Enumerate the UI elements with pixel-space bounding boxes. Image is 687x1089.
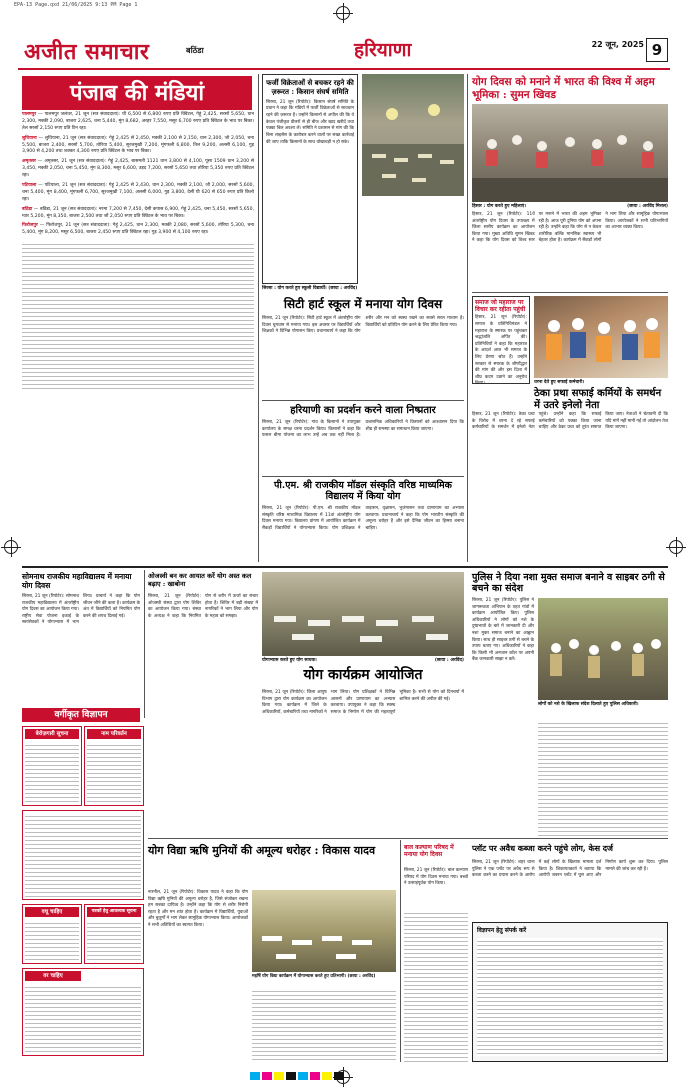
mandi-title: पंजाब की मंडियां xyxy=(22,76,252,110)
yoga-crowd-image xyxy=(472,104,668,202)
color-swatch xyxy=(250,1072,260,1080)
classified-text xyxy=(87,920,141,962)
column-divider xyxy=(258,74,259,562)
story-body: सिरसा, 21 जून (रिपोर्टर): बाल कल्याण परिषद में योग दिवस मनाया गया। बच्चों ने उत्साहपूर्वक योग किया। xyxy=(404,868,468,887)
photo-caption: योगाभ्यास करते हुए योग साधक। xyxy=(262,658,382,664)
ad-body xyxy=(477,938,663,1056)
story-headline: योग कार्यक्रम आयोजित xyxy=(303,667,423,683)
registration-mark xyxy=(336,6,350,20)
ad-text: विज्ञापन हेतु संपर्क करें xyxy=(477,927,527,934)
story-body: सिरसा, 21 जून (रिपोर्टर): सिटी हार्ट स्कूल में अंतर्राष्ट्रीय योग दिवस धूमधाम से मनाया गया। इस अवसर पर विद्यार्थियों और शिक्षकों ने विभिन्न योगासन किए। प्रधानाचार्य ने कहा कि योग शरीर और मन को स्वस्थ रखने का सबसे सरल माध्यम है। विद्यार्थियों को प्रतिदिन योग करने के लिए प्रेरित किया गया। xyxy=(262,316,464,335)
classified-tag: पत्रकों हेतु आवश्यक सूचना xyxy=(87,907,141,917)
classified-text xyxy=(25,920,79,962)
color-swatch xyxy=(310,1072,320,1080)
classified-name-change xyxy=(84,726,144,806)
photo-credit: (छाया : अरविंद मित्तल) xyxy=(600,204,668,210)
photo-caption: धरना देते हुए सफाई कर्मचारी। xyxy=(534,380,668,386)
classified-tag: वधू चाहिए xyxy=(25,907,79,917)
classified-announce xyxy=(84,904,144,964)
classified-text xyxy=(25,813,141,897)
section-divider xyxy=(22,566,668,568)
police-awareness-photo xyxy=(538,598,668,700)
story-headline: बाल कल्याण परिषद में मनाया योग दिवस xyxy=(404,844,454,859)
mandi-text: फिरोजपुर, 21 जून (सत्र संवाददाता): गेहूं 2,425, धान 2,300, मक्की 2,080, सरसों 5,600, तोरिया 5,300, चना 5,400, मूंग 8,200, मसूर 6,500, बाजरा 2,450 रुपए प्रति क्विंटल रहा। गुड़ 3,900 से 4,100 रुपए रहा। xyxy=(22,223,254,236)
section-title: हरियाणा xyxy=(354,39,412,61)
story-divider xyxy=(148,838,668,839)
vikas-yoga-photo xyxy=(252,890,396,972)
mandi-lead: फिरोजपुर xyxy=(22,223,38,229)
story-divider xyxy=(262,476,464,477)
color-swatch xyxy=(322,1072,332,1080)
story-body: नारनौल, 21 जून (रिपोर्टर): विकास यादव ने कहा कि योग विद्या ऋषि मुनियों की अमूल्य धरोहर है, जिसे संजोकर रखना हम सबका दायित्व है। उन्होंने कहा कि योग से शरीर निरोगी रहता है और मन शांत होता है। कार्यक्रम में विद्यार्थियों, युवाओं और बुजुर्गों ने भाग लेकर सामूहिक योगाभ्यास किया। आयोजकों ने सभी अतिथियों का स्वागत किया। xyxy=(148,890,248,929)
yoga-photo xyxy=(362,74,464,196)
photo-caption: लोगों को नशे के खिलाफ संदेश दिलाते हुए पुलिस अधिकारी। xyxy=(538,702,668,708)
mandi-text: अमृतसर, 21 जून (सत्र संवाददाता): गेहूं 2,425, बासमती 1121 धान 3,800 से 4,100, पूसा 1509 धान 3,200 से 3,450, मक्की 2,050, चना 5,450, मूंग 8,300, मसूर 6,600, उड़द 7,200, सरसों 5,650 तथा तोरिया 5,350 रुपए प्रति क्विंटल रहा। xyxy=(22,159,254,179)
page-number: 9 xyxy=(646,38,668,62)
protest-image xyxy=(534,296,668,378)
story-headline: सिटी हार्ट स्कूल में मनाया योग दिवस xyxy=(283,297,443,311)
classified-tag: बेरोज़गारी सूचना xyxy=(25,729,79,739)
story-body: सिरसा, 21 जून (रिपोर्टर): पुलिस ने जागरूकता अभियान के तहत गांवों में कार्यक्रम आयोजित किए। पुलिस अधिकारियों ने लोगों को नशे के दुष्प्रभावों के बारे में जानकारी दी और नशा मुक्त समाज बनाने का आह्वान किया। साथ ही साइबर ठगी से बचने के उपाय बताए गए। अधिकारियों ने कहा कि किसी भी अनजान कॉल पर अपनी बैंक जानकारी साझा न करें। xyxy=(472,598,534,663)
color-swatch xyxy=(286,1072,296,1080)
mandi-lead: लुधियाना xyxy=(22,135,37,141)
photo-caption: सिरसा : योग करते हुए स्कूली विद्यार्थी। (छाया : अरविंद) xyxy=(262,286,462,292)
story-headline: ठेका प्रथा सफाई कर्मियों के समर्थन में उतरे इनेलो नेता xyxy=(534,388,662,411)
photo-credit: (छाया : अरविंद) xyxy=(400,658,464,664)
safai-workers-photo xyxy=(534,296,668,378)
story-body: हिसार, 21 जून (रिपोर्टर): ठेका प्रथा के विरोध में धरना दे रहे सफाई कर्मचारियों के समर्थन में इनेलो नेता पहुंचे। उन्होंने कहा कि सफाई कर्मचारियों को पक्का किया जाना चाहिए और ठेका प्रथा को तुरंत समाप्त किया जाए। नेताओं ने चेतावनी दी कि यदि मांगें नहीं मानी गईं तो आंदोलन तेज किया जाएगा। xyxy=(472,412,668,431)
newspaper-brand: अजीत समाचार xyxy=(24,39,150,65)
yoga-session-image xyxy=(252,890,396,972)
classified-tag: नाम परिवर्तन xyxy=(87,729,141,739)
column-divider xyxy=(467,74,468,562)
yoga-karyakram-photo xyxy=(262,572,464,656)
mandi-text: पालमपुर जलंधर, 21 जून (सत्र संवाददाता): घी 6,500 से 6,800 रुपए प्रति क्विंटल, गेहूं 2,425, सरसों 5,650, धान 2,300, मक्की 2,090, बाजरा 2,625, चना 5,440, मूंग 8,682, अरहर 7,550, मसूर 6,700 रुपए प्रति क्विंटल के भाव पर बिका। तेल सरसों 2,150 रुपए प्रति टिन रहा। xyxy=(22,112,255,131)
story-divider xyxy=(472,292,668,293)
story-headline: योग विद्या ऋषि मुनियों की अमूल्य धरोहर : विकास यादव xyxy=(148,844,376,857)
story-body: सिरसा, 21 जून (रिपोर्टर): किसान संघर्ष समिति के प्रधान ने कहा कि मंडियों में फर्जी विक्रेताओं से सावधान रहने की ज़रूरत है। उन्होंने किसानों से अपील की कि वे केवल पंजीकृत डीलरों से ही बीज और खाद खरीदें तथा पक्का बिल अवश्य लें। समिति ने प्रशासन से मांग की कि बिना लाइसेंस के कारोबार करने वालों पर सख्त कार्रवाई की जाए ताकि किसानों के साथ धोखाधड़ी न हो सके। xyxy=(266,99,354,145)
cmyk-color-bar xyxy=(250,1072,346,1083)
yoga-women-photo xyxy=(472,104,668,202)
registration-mark xyxy=(669,540,683,554)
story-body: हिसार, 21 जून (रिपोर्टर): समाज के प्रतिनिधिमंडल ने महाराज के स्मारक पर पहुंचकर श्रद्धांजलि अर्पित की। प्रतिनिधियों ने कहा कि महाराज के आदर्श आज भी समाज के लिए प्रेरणा स्रोत हैं। उन्होंने सरकार से स्मारक के जीर्णोद्धार की मांग की और इस दिशा में शीघ्र कदम उठाने का अनुरोध किया। xyxy=(475,315,527,387)
edition-label: बठिंडा xyxy=(186,46,204,55)
story-headline: फर्जी विक्रेताओं से बचकर रहने की ज़रूरत : किसान संघर्ष समिति xyxy=(266,78,354,97)
story-headline: प्लॉट पर अवैध कब्जा करने पहुंचे लोग, केस दर्ज xyxy=(472,843,613,853)
police-crowd-image xyxy=(538,598,668,700)
color-swatch xyxy=(262,1072,272,1080)
story-headline: ओजस्वी बन कर आयात करें योग अस्त कल बढ़ाए : खाबोना xyxy=(148,572,252,589)
mandi-lead: बठिंडा xyxy=(22,206,33,212)
classified-jobs xyxy=(22,726,82,806)
samaj-story-box xyxy=(472,296,530,387)
story-body: सिरसा, 21 जून (रिपोर्टर): गांव के किसानों ने उपायुक्त कार्यालय के समक्ष धरना प्रदर्शन किया। किसानों ने कहा कि फसल बीमा योजना का लाभ उन्हें अब तक नहीं मिला है। प्रशासनिक अधिकारियों ने किसानों को आश्वासन दिया कि शीघ्र ही समस्या का समाधान किया जाएगा। xyxy=(262,420,464,439)
story-body: सिरसा, 21 जून (रिपोर्टर): पी.एम. श्री राजकीय मॉडल संस्कृति वरिष्ठ माध्यमिक विद्यालय में 11वां अंतर्राष्ट्रीय योग दिवस मनाया गया। विद्यालय प्रांगण में आयोजित कार्यक्रम में सैकड़ों विद्यार्थियों ने योगाभ्यास किया। योग प्रशिक्षक ने ताड़ासन, वृक्षासन, भुजंगासन तथा प्राणायाम का अभ्यास करवाया। प्रधानाचार्य ने कहा कि योग भारतीय संस्कृति की अमूल्य धरोहर है और इसे दैनिक जीवन का हिस्सा बनाना चाहिए। xyxy=(262,506,464,531)
advertisement-box xyxy=(472,922,668,1062)
classified-text xyxy=(25,984,141,1054)
classified-text xyxy=(25,742,79,804)
color-swatch xyxy=(298,1072,308,1080)
story-headline: पी.एम. श्री राजकीय मॉडल संस्कृति वरिष्ठ माध्यमिक विद्यालय में किया योग xyxy=(274,480,452,503)
classified-bride xyxy=(22,904,82,964)
classified-text xyxy=(87,742,141,804)
classified-tag: वर चाहिए xyxy=(25,971,81,981)
mandi-lead: अमृतसर xyxy=(22,159,36,165)
mandi-text: बठिंडा, 21 जून (सत्र संवाददाता): नरमा 7,200 से 7,450, देसी कपास 6,900, गेहूं 2,425, चना 5,450, सरसों 5,650, ग्वार 5,200, मूंग 8,350, बाजरा 2,500 तथा जौ 2,050 रुपए प्रति क्विंटल के भाव पर बिका। xyxy=(22,206,254,219)
story-body-more xyxy=(404,910,468,1062)
story-headline: योग दिवस को मनाने में भारत की विश्व में अहम भूमिका : सुमन खिवड xyxy=(472,76,655,101)
classified-groom xyxy=(22,968,144,1056)
classified-header: वर्गीकृत विज्ञापन xyxy=(22,708,140,722)
story-body: सिरसा, 21 जून (रिपोर्टर): शहर थाना पुलिस ने एक प्लॉट पर अवैध रूप से कब्जा करने का प्रयास करने के आरोप में कई लोगों के खिलाफ मामला दर्ज किया है। शिकायतकर्ता ने बताया कि आरोपी जबरन प्लॉट में घुस आए और निर्माण कार्य शुरू कर दिया। पुलिस मामले की जांच कर रही है। xyxy=(472,860,668,879)
issue-date: 22 जून, 2025 xyxy=(591,40,644,49)
registration-mark xyxy=(4,540,18,554)
story-body: सिरसा, 21 जून (रिपोर्टर): सोमनाथ राजकीय महाविद्यालय में अंतर्राष्ट्रीय योग दिवस का आयोजन किया गया। राष्ट्रीय सेवा योजना इकाई के स्वयंसेवकों ने योगाभ्यास में भाग लिया। प्राचार्य ने कहा कि योग जीवन जीने की कला है। कार्यक्रम के अंत में विद्यार्थियों को नियमित योग करने की शपथ दिलाई गई। xyxy=(22,594,140,626)
column-divider xyxy=(144,570,145,718)
color-swatch xyxy=(334,1072,344,1080)
mandi-lead: पटियाला xyxy=(22,183,37,189)
story-body-more xyxy=(252,988,396,1062)
photo-caption: महर्षि योग विद्या कार्यक्रम में योगाभ्यास करते हुए प्रतिभागी। (छाया : अरविंद) xyxy=(252,974,396,980)
story-headline: सोमनाथ राजकीय महाविद्यालय में मनाया योग दिवस xyxy=(22,572,132,590)
mandi-text: पटियाला, 21 जून (सत्र संवाददाता): गेहूं 2,425 से 2,430, धान 2,300, मक्की 2,100, जौ 2,000, सरसों 5,600, चना 5,400, मूंग 8,400, मूंगफली 6,700, सूरजमुखी 7,100, अलसी 6,000, गुड़ 3,800, देसी घी 620 से 650 रुपए प्रति किलो रहा। xyxy=(22,183,255,202)
print-slug: EPA-13 Page.qxd 21/06/2025 9:13 PM Page 1 xyxy=(14,2,138,8)
color-swatch xyxy=(274,1072,284,1080)
story-headline: समाज जो महाराज पर विचार कर रहीता पहुंची xyxy=(475,299,526,314)
story-body-more xyxy=(538,720,668,836)
mandi-more-text xyxy=(22,241,254,391)
story-body: सिरसा, 21 जून (रिपोर्टर): जिला आयुष विभाग द्वारा योग कार्यक्रम का आयोजन किया गया। कार्यक्रम में जिले के अधिकारियों, कर्मचारियों तथा नागरिकों ने भाग लिया। योग प्रशिक्षकों ने विभिन्न आसनों और प्राणायाम का अभ्यास करवाया। उपायुक्त ने कहा कि स्वस्थ समाज के निर्माण में योग की महत्वपूर्ण भूमिका है। सभी से योग को दिनचर्या में शामिल करने की अपील की गई। xyxy=(262,690,464,715)
column-divider xyxy=(400,840,401,1062)
mandi-lead: पालमपुर xyxy=(22,112,37,117)
story-body: सिरसा, 21 जून (रिपोर्टर): ओजस्वी संस्था द्वारा योग शिविर का आयोजन किया गया। संस्था के अध्यक्ष ने कहा कि नियमित योग से शरीर में ऊर्जा का संचार होता है। शिविर में बड़ी संख्या में नागरिकों ने भाग लिया और योग के महत्व को समझा। xyxy=(148,594,258,619)
story-headline: हरियाणी का प्रदर्शन करने वाला निष्प्रतार xyxy=(290,405,436,416)
story-divider xyxy=(262,400,464,401)
story-body: हिसार, 21 जून (रिपोर्टर): 11वें अंतर्राष्ट्रीय योग दिवस के उपलक्ष्य में जिला स्तरीय कार्यक्रम का आयोजन किया गया। मुख्य अतिथि सुमन खिवड ने कहा कि योग दिवस को विश्व स्तर पर मनाने में भारत की अहम भूमिका रही है। आज पूरी दुनिया योग को अपना रही है। उन्होंने कहा कि योग से न केवल शारीरिक बल्कि मानसिक स्वास्थ्य भी बेहतर होता है। कार्यक्रम में सैकड़ों लोगों ने भाग लिया और सामूहिक योगाभ्यास किया। आयोजकों ने सभी प्रतिभागियों का आभार व्यक्त किया। xyxy=(472,212,668,244)
story-headline: पुलिस ने दिया नशा मुक्त समाज बनाने व साइबर ठगी से बचने का संदेश xyxy=(472,572,665,595)
yoga-students-image xyxy=(362,74,464,196)
mandi-rates: पालमपुर — पालमपुर जलंधर, 21 जून (सत्र संवाददाता): घी 6,500 से 6,800 रुपए प्रति क्विंटल, गेहूं 2,425, सरसों 5,650, धान 2,300, मक्की 2,090, बाजरा 2,625, चना 5,440, मूंग 8,682, अरहर 7,550, मसूर 6,700 रुपए प्रति क्विंटल के भाव पर बिका। तेल सरसों 2,150 रुपए प्रति टिन रहा। लुधियाना — लुधियाना, 21 जून (सत्र संवाददाता): गेहूं 2,425 से 2,450, मक्की 2,100 से 2,150, धान 2,300, जौ 2,050, चना 5,500, बाजरा 2,400, सरसों 5,700, तोरिया 5,400, सूरजमुखी 7,200, मूंगफली 6,800, तिल 9,200, अलसी 6,100, गुड़ 3,900 से 4,200 तथा शक्कर 4,300 रुपए प्रति क्विंटल के भाव पर बिका। अमृतसर — अमृतसर, 21 जून (सत्र संवाददाता): गेहूं 2,425, बासमती 1121 धान 3,800 से 4,100, पूसा 1509 धान 3,200 से 3,450, मक्की 2,050, चना 5,450, मूंग 8,300, मसूर 6,600, उड़द 7,200, सरसों 5,650 तथा तोरिया 5,350 रुपए प्रति क्विंटल रहा। पटियाला — पटियाला, 21 जून (सत्र संवाददाता): गेहूं 2,425 से 2,430, धान 2,300, मक्की 2,100, जौ 2,000, सरसों 5,600, चना 5,400, मूंग 8,400, मूंगफली 6,700, सूरजमुखी 7,100, अलसी 6,000, गुड़ 3,800, देसी घी 620 से 650 रुपए प्रति किलो रहा। बठिंडा — बठिंडा, 21 जून (सत्र संवाददाता): नरमा 7,200 से 7,450, देसी कपास 6,900, गेहूं 2,425, चना 5,450, सरसों 5,650, ग्वार 5,200, मूंग 8,350, बाजरा 2,500 तथा जौ 2,050 रुपए प्रति क्विंटल के भाव पर बिका। फिरोजपुर — फिरोजपुर, 21 जून (सत्र संवाददाता): गेहूं 2,425, धान 2,300, मक्की 2,080, सरसों 5,600, तोरिया 5,300, चना 5,400, मूंग 8,200, मसूर 6,500, बाजरा 2,450 रुपए प्रति क्विंटल रहा। गुड़ 3,900 से 4,100 रुपए रहा। xyxy=(22,112,254,552)
classified-jobs-more xyxy=(22,810,144,900)
farmer-story-box xyxy=(262,74,358,284)
masthead xyxy=(18,38,670,70)
yoga-practitioners-image xyxy=(262,572,464,656)
mandi-text: लुधियाना, 21 जून (सत्र संवाददाता): गेहूं 2,425 से 2,450, मक्की 2,100 से 2,150, धान 2,300, जौ 2,050, चना 5,500, बाजरा 2,400, सरसों 5,700, तोरिया 5,400, सूरजमुखी 7,200, मूंगफली 6,800, तिल 9,200, अलसी 6,100, गुड़ 3,900 से 4,200 तथा शक्कर 4,300 रुपए प्रति क्विंटल के भाव पर बिका। xyxy=(22,135,255,155)
photo-caption: हिसार : योग करते हुए महिलाएं। xyxy=(472,204,570,210)
